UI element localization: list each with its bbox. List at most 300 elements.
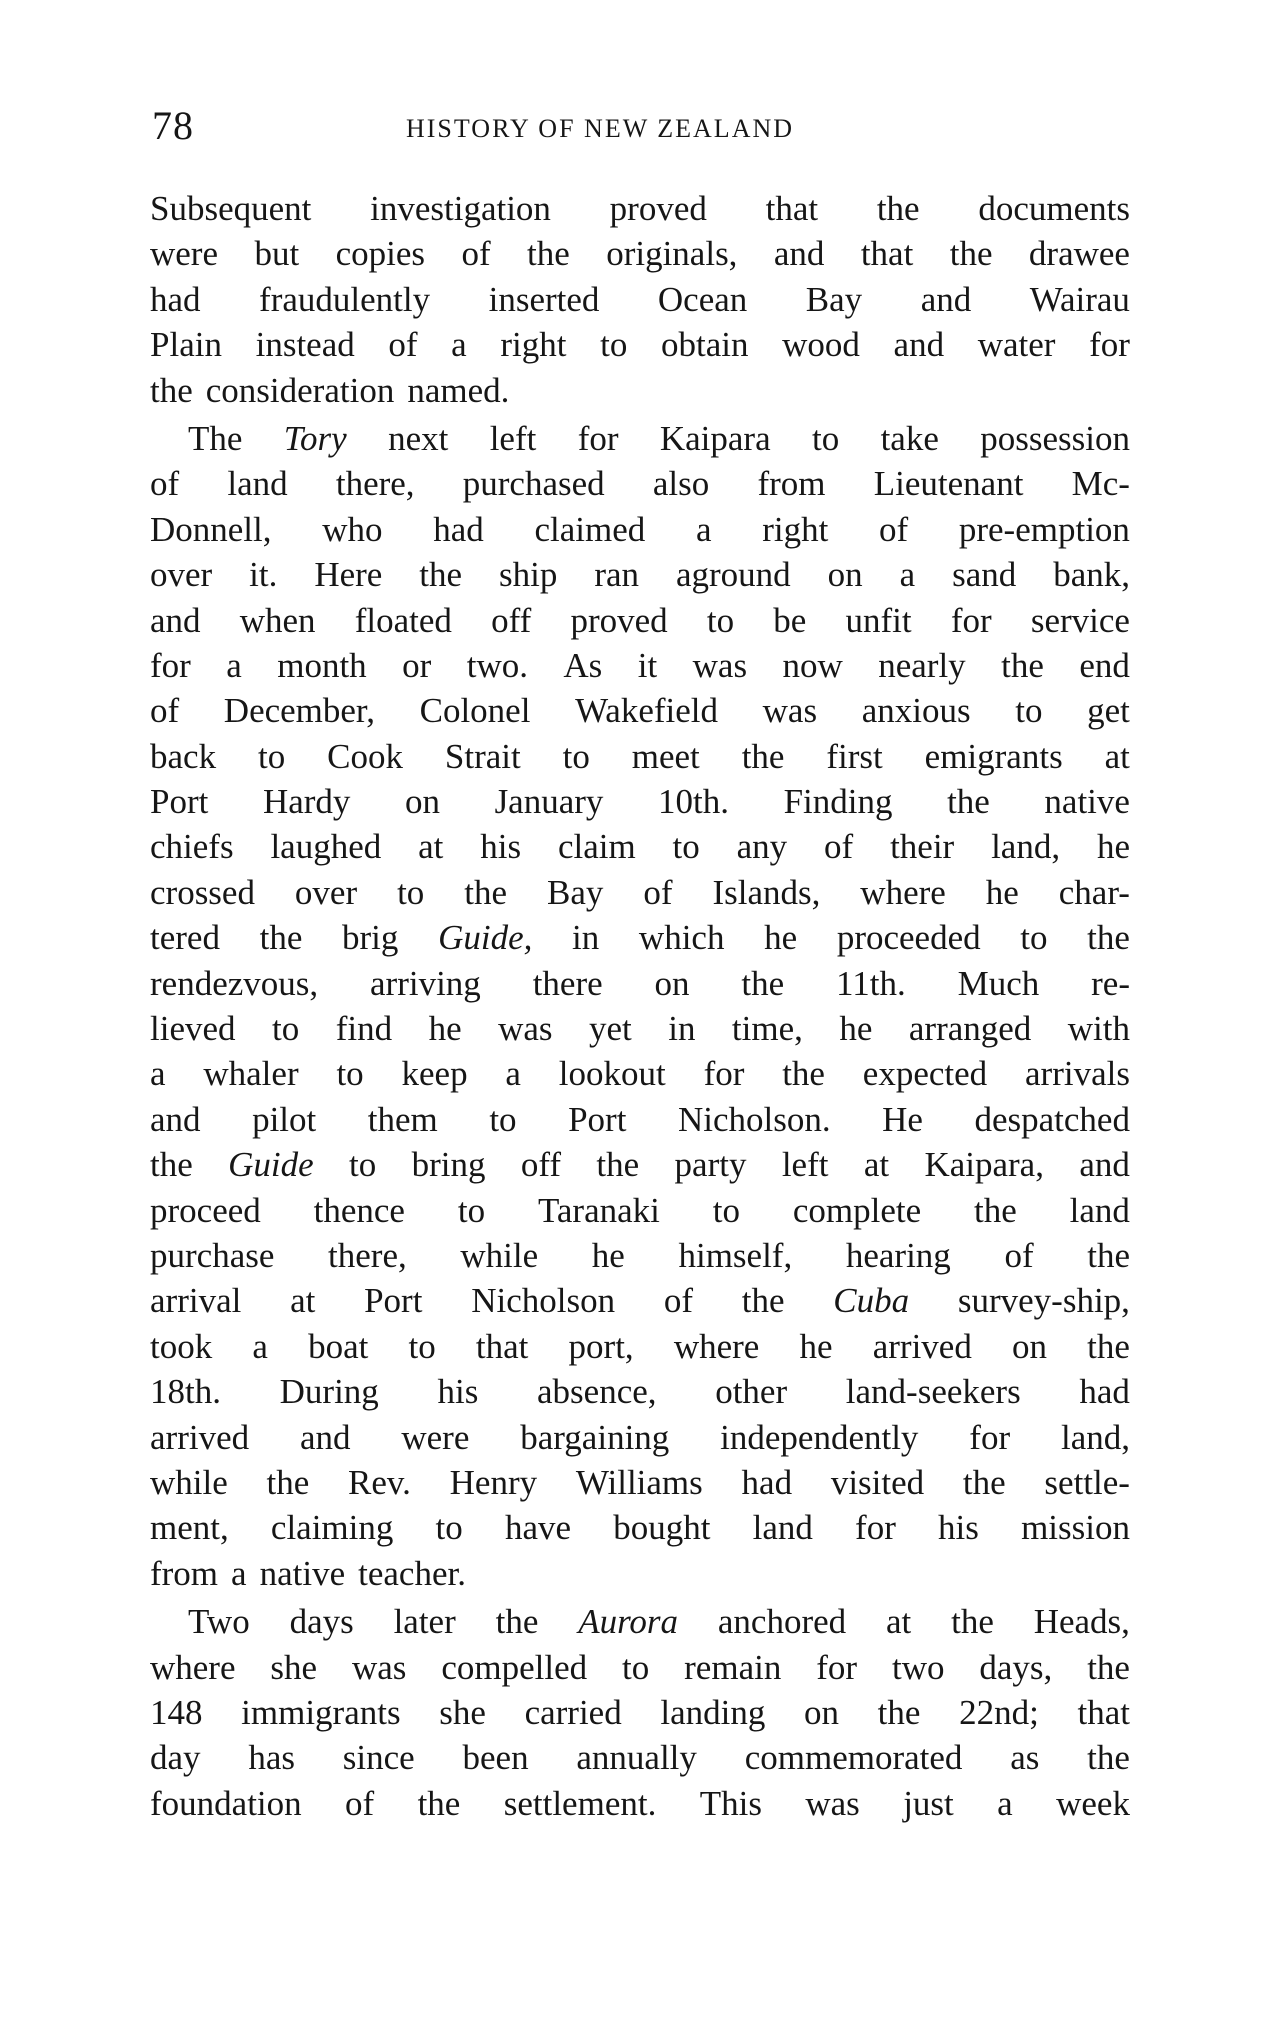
- word: left: [489, 418, 537, 458]
- word: days,: [979, 1647, 1053, 1687]
- word: off: [491, 600, 532, 640]
- italic-word: Tory: [283, 418, 347, 458]
- word: to: [457, 1190, 486, 1230]
- text-line: [150, 231, 1130, 276]
- word: investigation: [370, 189, 551, 228]
- word: emigrants: [924, 736, 1063, 776]
- word: Rev.: [348, 1462, 411, 1502]
- word: the: [951, 1602, 994, 1642]
- word: the: [741, 1281, 785, 1321]
- word: rendezvous,: [150, 963, 319, 1003]
- text-line: [150, 824, 1130, 869]
- word: to: [672, 827, 700, 867]
- word: teacher.: [358, 1553, 466, 1593]
- word: later: [393, 1602, 456, 1642]
- word: for: [150, 645, 191, 685]
- word: Kaipara,: [924, 1145, 1044, 1185]
- word: Wairau: [1029, 279, 1130, 319]
- word: his: [938, 1508, 979, 1548]
- word: arriving: [370, 963, 481, 1003]
- word: take: [880, 418, 939, 458]
- word: lookout: [558, 1054, 666, 1094]
- word: land: [752, 1508, 813, 1548]
- word: complete: [792, 1190, 922, 1230]
- word: Finding: [783, 782, 893, 822]
- word: laughed: [270, 827, 382, 867]
- word: settlement.: [503, 1783, 657, 1823]
- paragraph: [150, 186, 1130, 413]
- text-line: [150, 1781, 1130, 1826]
- word: for: [855, 1508, 896, 1548]
- word: ran: [594, 555, 640, 595]
- text-line: [150, 1006, 1130, 1051]
- word: find: [335, 1009, 393, 1049]
- word: at: [418, 827, 444, 867]
- word: the: [150, 1145, 193, 1185]
- word: documents: [978, 189, 1130, 228]
- word: to: [408, 1326, 436, 1366]
- word: 10th.: [658, 782, 729, 822]
- word: bring: [411, 1145, 486, 1185]
- word: was: [805, 1783, 860, 1823]
- word: on: [827, 555, 863, 595]
- word: the: [782, 1054, 825, 1094]
- word: the: [259, 918, 303, 958]
- word: Williams: [575, 1462, 703, 1502]
- word: to: [1020, 918, 1048, 958]
- word: a: [997, 1783, 1013, 1823]
- word: get: [1087, 691, 1130, 731]
- text-line: [150, 1051, 1130, 1096]
- word: his: [480, 827, 522, 867]
- word: service: [1030, 600, 1130, 640]
- italic-word: Guide,: [438, 918, 533, 958]
- word: claimed: [534, 509, 646, 549]
- word: landing: [660, 1692, 766, 1732]
- word: while: [460, 1235, 539, 1275]
- text-line: [150, 915, 1130, 960]
- word: party: [674, 1145, 747, 1185]
- word: arrived: [872, 1326, 972, 1366]
- word: land,: [1060, 1417, 1130, 1457]
- text-line: [150, 461, 1130, 506]
- word: over: [294, 872, 358, 912]
- text-line: [150, 1278, 1130, 1323]
- word: Bay: [546, 872, 604, 912]
- word: the: [1001, 645, 1044, 685]
- word: when: [239, 600, 316, 640]
- word: his: [437, 1372, 479, 1412]
- word: a: [899, 555, 916, 595]
- word: possession: [980, 418, 1130, 458]
- word: the: [1087, 1738, 1130, 1778]
- word: the: [527, 234, 570, 274]
- word: the: [741, 963, 785, 1003]
- word: the: [1087, 1326, 1130, 1366]
- word: right: [762, 509, 829, 549]
- word: and: [150, 600, 201, 640]
- word: 18th.: [150, 1372, 221, 1412]
- word: bank,: [1053, 555, 1130, 595]
- word: purchase: [150, 1235, 275, 1275]
- word: the: [495, 1602, 539, 1642]
- word: over: [150, 555, 213, 595]
- italic-word: Aurora: [578, 1602, 679, 1642]
- word: for: [816, 1647, 858, 1687]
- word: Heads,: [1033, 1602, 1130, 1642]
- word: Two: [188, 1602, 250, 1642]
- word: Nicholson: [471, 1281, 616, 1321]
- word: the: [1087, 918, 1130, 958]
- text-line: [150, 1415, 1130, 1460]
- word: Port: [568, 1099, 627, 1139]
- word: the: [949, 234, 993, 274]
- word: to: [622, 1647, 650, 1687]
- word: Ocean: [657, 279, 748, 319]
- word: Kaipara: [659, 418, 771, 458]
- word: on: [1011, 1326, 1047, 1366]
- text-line: [150, 1645, 1130, 1690]
- word: claim: [557, 827, 636, 867]
- word: the: [419, 555, 463, 595]
- word: Bay: [805, 279, 863, 319]
- word: instead: [255, 325, 355, 365]
- word: yet: [588, 1009, 632, 1049]
- word: The: [188, 418, 243, 458]
- word: the: [1087, 1647, 1130, 1687]
- word: Nicholson.: [677, 1099, 831, 1139]
- word: from: [757, 464, 826, 504]
- word: arrivals: [1025, 1054, 1130, 1094]
- word: originals,: [606, 234, 738, 274]
- word: was: [351, 1647, 407, 1687]
- word: been: [462, 1738, 529, 1778]
- word: annually: [576, 1738, 697, 1778]
- word: were: [150, 234, 219, 274]
- word: During: [279, 1372, 379, 1412]
- word: week: [1056, 1783, 1130, 1823]
- word: of: [345, 1783, 375, 1823]
- word: Colonel: [419, 691, 531, 731]
- word: fraudulently: [259, 279, 431, 319]
- text-line: [150, 961, 1130, 1006]
- word: the: [464, 872, 508, 912]
- word: land: [227, 464, 288, 504]
- word: visited: [830, 1462, 925, 1502]
- word: to: [489, 1099, 517, 1139]
- word: pilot: [252, 1099, 317, 1139]
- word: lieved: [150, 1009, 236, 1049]
- word: 11th.: [836, 963, 906, 1003]
- word: but: [254, 234, 300, 274]
- word: hearing: [845, 1235, 951, 1275]
- word: and: [150, 1099, 201, 1139]
- word: was: [692, 645, 748, 685]
- word: has: [248, 1738, 295, 1778]
- word: he: [799, 1326, 833, 1366]
- word: to: [1015, 691, 1043, 731]
- word: there: [532, 963, 603, 1003]
- word: sand: [952, 555, 1017, 595]
- word: to: [600, 325, 628, 365]
- text-line: [150, 277, 1130, 322]
- word: expected: [862, 1054, 988, 1094]
- word: absence,: [537, 1372, 657, 1412]
- word: he: [839, 1009, 873, 1049]
- word: whaler: [203, 1054, 299, 1094]
- word: had: [741, 1462, 793, 1502]
- word: carried: [524, 1692, 622, 1732]
- word: the: [596, 1145, 640, 1185]
- word: proceeded: [836, 918, 981, 958]
- word: commemorated: [744, 1738, 963, 1778]
- word: was: [762, 691, 818, 731]
- word: Taranaki: [537, 1190, 660, 1230]
- word: end: [1079, 645, 1130, 685]
- word: compelled: [441, 1647, 588, 1687]
- word: from: [150, 1553, 219, 1593]
- word: himself,: [678, 1235, 793, 1275]
- word: there,: [335, 464, 415, 504]
- text-line: [150, 322, 1130, 367]
- text-line: [150, 1369, 1130, 1414]
- running-head: [150, 102, 1130, 162]
- word: a: [231, 1553, 247, 1593]
- word: the: [266, 1462, 310, 1502]
- word: he: [1096, 827, 1130, 867]
- word: 22nd;: [959, 1692, 1039, 1732]
- word: to: [272, 1009, 300, 1049]
- word: of: [150, 691, 180, 731]
- word: he: [428, 1009, 462, 1049]
- word: as: [1010, 1738, 1040, 1778]
- word: thence: [313, 1190, 405, 1230]
- word: off: [520, 1145, 562, 1185]
- word: was: [498, 1009, 553, 1049]
- word: while: [150, 1462, 228, 1502]
- word: in: [572, 918, 600, 958]
- word: land-seekers: [845, 1372, 1021, 1412]
- word: month: [277, 645, 367, 685]
- word: to: [811, 418, 840, 458]
- word: who: [322, 509, 383, 549]
- word: meet: [631, 736, 700, 776]
- word: two.: [466, 645, 528, 685]
- word: since: [342, 1738, 415, 1778]
- word: bought: [613, 1508, 711, 1548]
- word: char-: [1058, 872, 1130, 912]
- word: took: [150, 1326, 213, 1366]
- word: to: [397, 872, 425, 912]
- word: and: [1079, 1145, 1130, 1185]
- word: Port: [364, 1281, 423, 1321]
- word: Subsequent: [150, 189, 312, 228]
- word: Wakefield: [575, 691, 719, 731]
- word: Plain: [150, 325, 222, 365]
- text-line: [150, 643, 1130, 688]
- word: the: [150, 370, 193, 410]
- word: Hardy: [262, 782, 351, 822]
- text-line: [150, 1233, 1130, 1278]
- word: days: [289, 1602, 354, 1642]
- italic-word: Cuba: [833, 1281, 910, 1321]
- word: 148: [150, 1692, 203, 1732]
- word: there,: [328, 1235, 407, 1275]
- text-line: [150, 1142, 1130, 1187]
- running-title: HISTORY OF NEW ZEALAND: [406, 114, 795, 143]
- word: boat: [308, 1326, 369, 1366]
- word: Here: [314, 555, 383, 595]
- word: for: [577, 418, 619, 458]
- word: ship: [499, 555, 558, 595]
- word: time,: [731, 1009, 803, 1049]
- word: land,: [991, 827, 1061, 867]
- word: Much: [957, 963, 1040, 1003]
- word: the: [417, 1783, 461, 1823]
- word: also: [652, 464, 710, 504]
- word: to: [349, 1145, 377, 1185]
- word: proved: [609, 189, 707, 228]
- text-line: [150, 598, 1130, 643]
- word: just: [903, 1783, 954, 1823]
- word: their: [890, 827, 955, 867]
- word: survey-ship,: [957, 1281, 1130, 1321]
- word: of: [879, 509, 909, 549]
- word: where: [860, 872, 946, 912]
- word: first: [826, 736, 883, 776]
- word: consideration: [205, 370, 395, 410]
- word: on: [804, 1692, 839, 1732]
- word: any: [736, 827, 788, 867]
- word: that: [1077, 1692, 1130, 1732]
- word: Islands,: [712, 872, 821, 912]
- paragraph: [150, 1599, 1130, 1826]
- word: had: [433, 509, 484, 549]
- word: the: [1087, 1235, 1130, 1275]
- word: December,: [223, 691, 375, 731]
- word: where: [150, 1647, 236, 1687]
- word: brig: [342, 918, 399, 958]
- word: on: [654, 963, 690, 1003]
- word: which: [638, 918, 725, 958]
- word: of: [824, 827, 854, 867]
- page-number: 78: [152, 103, 194, 148]
- word: Strait: [444, 736, 521, 776]
- word: the: [741, 736, 785, 776]
- word: with: [1067, 1009, 1130, 1049]
- word: of: [643, 872, 673, 912]
- text-line: [150, 779, 1130, 824]
- word: This: [699, 1783, 762, 1823]
- word: re-: [1091, 963, 1130, 1003]
- word: Cook: [327, 736, 403, 776]
- word: arranged: [908, 1009, 1032, 1049]
- word: He: [882, 1099, 923, 1139]
- word: and: [299, 1417, 351, 1457]
- word: to: [712, 1190, 740, 1230]
- word: remain: [684, 1647, 782, 1687]
- paragraph: [150, 416, 1130, 1596]
- word: at: [290, 1281, 316, 1321]
- word: unfit: [845, 600, 912, 640]
- word: a: [150, 1054, 166, 1094]
- word: ment,: [150, 1508, 229, 1548]
- word: a: [252, 1326, 268, 1366]
- italic-word: Guide: [228, 1145, 314, 1185]
- word: were: [401, 1417, 470, 1457]
- word: to: [562, 736, 590, 776]
- word: day: [150, 1738, 201, 1778]
- word: have: [504, 1508, 572, 1548]
- text-line: [150, 734, 1130, 779]
- body-text: [150, 186, 1130, 1826]
- word: January: [494, 782, 604, 822]
- text-line: [150, 870, 1130, 915]
- word: for: [703, 1054, 745, 1094]
- word: he: [591, 1235, 625, 1275]
- word: pre-emption: [958, 509, 1130, 549]
- word: land: [1069, 1190, 1130, 1230]
- text-line: [150, 688, 1130, 733]
- word: for: [1089, 325, 1130, 365]
- word: keep: [401, 1054, 468, 1094]
- word: As: [563, 645, 603, 685]
- word: crossed: [150, 872, 255, 912]
- word: other: [715, 1372, 788, 1412]
- word: in: [668, 1009, 696, 1049]
- word: the: [876, 189, 920, 228]
- text-line: [150, 368, 1130, 413]
- text-line: [150, 416, 1130, 461]
- word: of: [150, 464, 180, 504]
- word: anchored: [717, 1602, 847, 1642]
- word: the: [962, 1462, 1006, 1502]
- word: of: [388, 325, 418, 365]
- word: water: [977, 325, 1056, 365]
- word: foundation: [150, 1783, 302, 1823]
- word: independently: [720, 1417, 919, 1457]
- word: of: [461, 234, 491, 274]
- text-line: [150, 1690, 1130, 1735]
- word: at: [1104, 736, 1130, 776]
- word: to: [706, 600, 735, 640]
- word: for: [969, 1417, 1011, 1457]
- word: he: [985, 872, 1019, 912]
- word: that: [475, 1326, 529, 1366]
- word: for: [950, 600, 992, 640]
- word: to: [435, 1508, 463, 1548]
- word: he: [764, 918, 798, 958]
- word: a: [451, 325, 467, 365]
- word: settle-: [1044, 1462, 1130, 1502]
- word: be: [773, 600, 807, 640]
- word: a: [695, 509, 712, 549]
- word: proved: [570, 600, 668, 640]
- word: tered: [150, 918, 220, 958]
- word: left: [781, 1145, 829, 1185]
- word: or: [402, 645, 432, 685]
- word: mission: [1021, 1508, 1130, 1548]
- word: to: [336, 1054, 364, 1094]
- word: purchased: [462, 464, 605, 504]
- text-line: [150, 1097, 1130, 1142]
- word: native: [259, 1553, 346, 1593]
- word: claiming: [270, 1508, 394, 1548]
- word: obtain: [660, 325, 749, 365]
- word: at: [885, 1602, 912, 1642]
- word: native: [1044, 782, 1130, 822]
- word: had: [1079, 1372, 1130, 1412]
